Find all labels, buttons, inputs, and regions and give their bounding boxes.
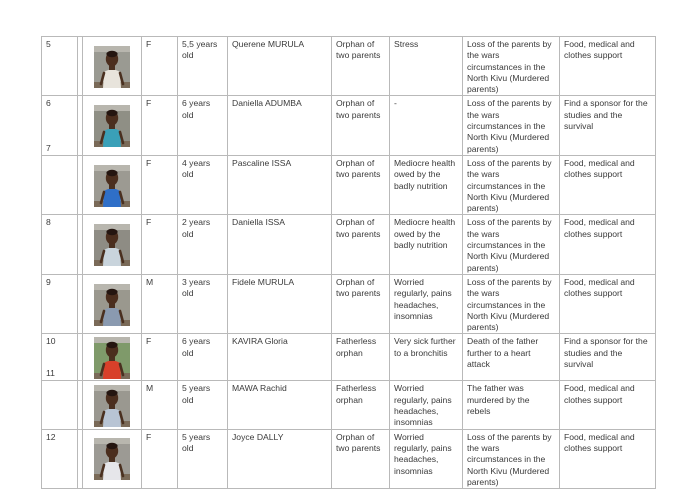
name-cell: Joyce DALLY [228, 429, 332, 488]
row-number: 12 [46, 431, 56, 442]
age-cell: 3 years old [178, 274, 228, 333]
photo-cell [83, 215, 142, 274]
child-photo [94, 337, 130, 379]
cause-cell: Loss of the parents by the wars circumstances in the North Kivu (Murdered parents) [463, 155, 560, 214]
need-cell: Food, medical and clothes support [560, 155, 656, 214]
need-cell: Food, medical and clothes support [560, 215, 656, 274]
name-cell: Pascaline ISSA [228, 155, 332, 214]
status-cell: Orphan of two parents [332, 215, 390, 274]
child-photo [94, 284, 130, 326]
status-cell: Orphan of two parents [332, 274, 390, 333]
age-cell: 2 years old [178, 215, 228, 274]
row-number: 6 [46, 98, 51, 109]
need-cell: Food, medical and clothes support [560, 274, 656, 333]
sex-cell: F [142, 37, 178, 96]
name-cell: MAWA Rachid [228, 381, 332, 429]
child-photo [94, 224, 130, 266]
age-cell: 6 years old [178, 96, 228, 155]
row-number: 10 [46, 336, 56, 347]
child-photo [94, 438, 130, 480]
name-cell: Fidele MURULA [228, 274, 332, 333]
child-photo [94, 385, 130, 427]
health-cell: Mediocre health owed by the badly nutrition [390, 215, 463, 274]
need-cell: Find a sponsor for the studies and the survival [560, 96, 656, 155]
child-photo [94, 105, 130, 147]
sex-cell: M [142, 381, 178, 429]
status-cell: Orphan of two parents [332, 155, 390, 214]
cause-cell: Loss of the parents by the wars circumstances in the North Kivu (Murdered parents) [463, 274, 560, 333]
status-cell: Fatherless orphan [332, 334, 390, 381]
row-number-cell [42, 274, 78, 333]
sex-cell: F [142, 155, 178, 214]
sex-cell: F [142, 215, 178, 274]
photo-cell [83, 334, 142, 381]
row-number-cell [42, 155, 78, 214]
sex-cell: F [142, 334, 178, 381]
need-cell: Food, medical and clothes support [560, 381, 656, 429]
cause-cell: Death of the father further to a heart attack [463, 334, 560, 381]
photo-cell [83, 429, 142, 488]
table-row [42, 37, 656, 96]
age-cell: 5 years old [178, 381, 228, 429]
health-cell: Worried regularly, pains headaches, insomnias [390, 274, 463, 333]
child-photo [94, 165, 130, 207]
health-cell: - [390, 96, 463, 155]
table-row [42, 215, 656, 274]
need-cell: Find a sponsor for the studies and the survival [560, 334, 656, 381]
row-number-cell [42, 96, 78, 155]
row-number-cell [42, 215, 78, 274]
cause-cell: Loss of the parents by the wars circumstances in the North Kivu (Murdered parents) [463, 429, 560, 488]
table-body [42, 37, 656, 489]
status-cell: Orphan of two parents [332, 429, 390, 488]
photo-cell [83, 37, 142, 96]
table-row [42, 429, 656, 488]
health-cell: Stress [390, 37, 463, 96]
name-cell: Querene MURULA [228, 37, 332, 96]
sex-cell: F [142, 96, 178, 155]
photo-cell [83, 274, 142, 333]
health-cell: Worried regularly, pains headaches, insomnias [390, 381, 463, 429]
row-number: 5 [46, 39, 51, 49]
health-cell: Mediocre health owed by the badly nutrition [390, 155, 463, 214]
name-cell: KAVIRA Gloria [228, 334, 332, 381]
row-number-secondary: 7 [46, 142, 51, 153]
status-cell: Orphan of two parents [332, 37, 390, 96]
health-cell: Very sick further to a bronchitis [390, 334, 463, 381]
row-number-cell [42, 381, 78, 429]
photo-cell [83, 96, 142, 155]
status-cell: Fatherless orphan [332, 381, 390, 429]
table-row [42, 334, 656, 381]
sex-cell: M [142, 274, 178, 333]
row-number-secondary: 11 [46, 368, 55, 379]
cause-cell: Loss of the parents by the wars circumstances in the North Kivu (Murdered parents) [463, 215, 560, 274]
row-number: 9 [46, 276, 51, 287]
sex-cell: F [142, 429, 178, 488]
health-cell: Worried regularly, pains headaches, insomnias [390, 429, 463, 488]
age-cell: 6 years old [178, 334, 228, 381]
row-number-cell [42, 334, 78, 381]
cause-cell: Loss of the parents by the wars circumstances in the North Kivu (Murdered parents) [463, 96, 560, 155]
photo-cell [83, 381, 142, 429]
row-number-cell [42, 37, 78, 96]
name-cell: Daniella ISSA [228, 215, 332, 274]
table-row [42, 96, 656, 155]
table-row [42, 381, 656, 429]
need-cell: Food, medical and clothes support [560, 37, 656, 96]
age-cell: 5,5 years old [178, 37, 228, 96]
table-row [42, 155, 656, 214]
need-cell: Food, medical and clothes support [560, 429, 656, 488]
row-number-cell [42, 429, 78, 488]
name-cell: Daniella ADUMBA [228, 96, 332, 155]
child-photo [94, 46, 130, 88]
orphan-table [41, 36, 656, 489]
cause-cell: Loss of the parents by the wars circumstances in the North Kivu (Murdered parents) [463, 37, 560, 96]
table-row [42, 274, 656, 333]
age-cell: 5 years old [178, 429, 228, 488]
age-cell: 4 years old [178, 155, 228, 214]
cause-cell: The father was murdered by the rebels [463, 381, 560, 429]
photo-cell [83, 155, 142, 214]
row-number: 8 [46, 217, 51, 228]
status-cell: Orphan of two parents [332, 96, 390, 155]
